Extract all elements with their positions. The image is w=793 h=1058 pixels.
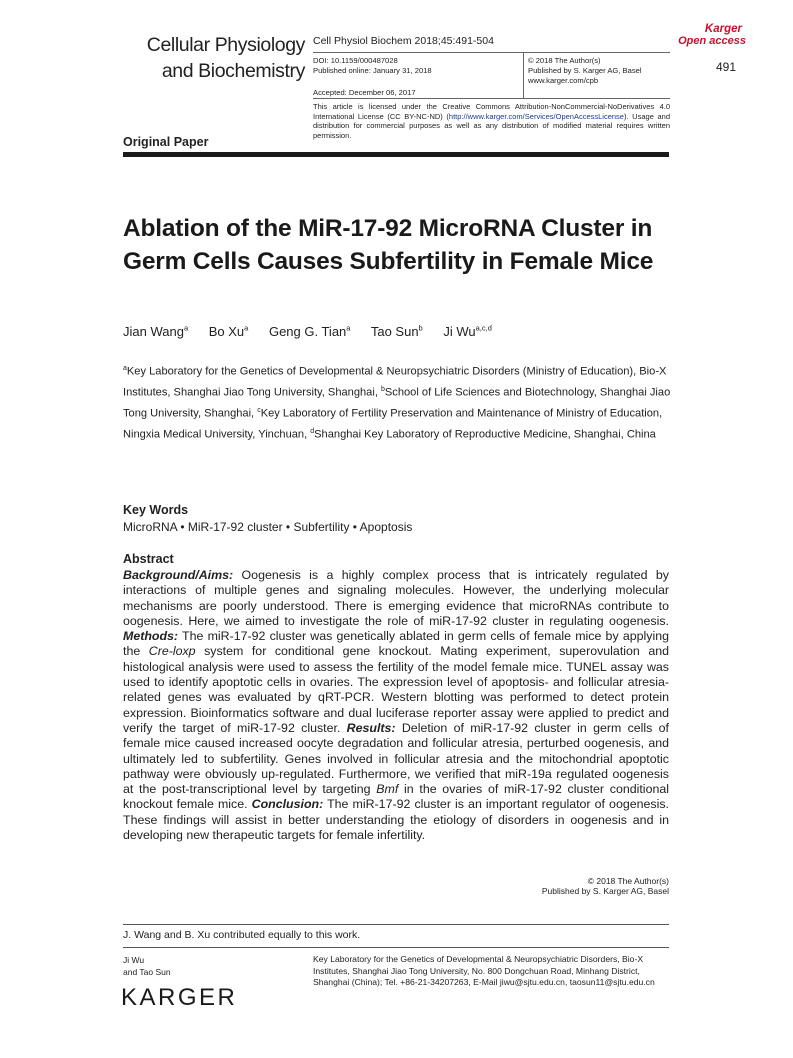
author-name: Ji Wu bbox=[443, 324, 476, 340]
affiliation-mark: c bbox=[257, 407, 261, 415]
author-affiliation-mark: a bbox=[346, 324, 351, 333]
abstract-results-text-cont: in the ovaries of miR-17-92 cluster conditional knockout female mice. bbox=[123, 782, 669, 812]
author-affiliation-mark: b bbox=[418, 324, 423, 333]
correspondence-name: Ji Wu bbox=[123, 955, 145, 965]
affiliation-d: Shanghai Key Laboratory of Reproductive Medicine, Shanghai, China bbox=[314, 428, 656, 441]
title-divider bbox=[123, 152, 669, 157]
author-name: Bo Xu bbox=[208, 324, 245, 340]
author-name: Geng G. Tian bbox=[268, 324, 347, 340]
copyright-line1: © 2018 The Author(s) bbox=[528, 56, 601, 65]
affiliation-c: Key Laboratory of Fertility Preservation and Maintenance of Ministry of Education, Ningxia Medical University, Yinchuan, bbox=[123, 407, 663, 441]
copyright-note bbox=[470, 876, 669, 896]
equal-contribution-note: J. Wang and B. Xu contributed equally to this work. bbox=[123, 929, 361, 941]
karger-logo: Karger bbox=[704, 23, 742, 35]
affiliation-b: School of Life Sciences and Biotechnology, Shanghai Jiao Tong University, Shanghai, bbox=[123, 386, 671, 420]
affiliations bbox=[123, 360, 671, 444]
abstract-heading: Abstract bbox=[123, 552, 174, 566]
author bbox=[371, 324, 423, 339]
author-affiliation-mark: a bbox=[183, 324, 189, 333]
abstract-methods-label: Methods: bbox=[123, 629, 179, 644]
abstract-results-italic: Bmf bbox=[376, 782, 399, 797]
journal-name-line2: and Biochemistry bbox=[161, 60, 305, 82]
affiliation-mark: d bbox=[310, 428, 315, 436]
copyright-url[interactable]: www.karger.com/cpb bbox=[528, 76, 599, 85]
abstract-methods-text: The miR-17-92 cluster was genetically ablated in germ cells of female mice by applying the bbox=[123, 629, 669, 659]
author-list bbox=[123, 324, 509, 339]
abstract-background-label: Background/Aims: bbox=[123, 568, 234, 582]
page-number: 491 bbox=[715, 60, 736, 74]
license-text bbox=[313, 102, 670, 140]
abstract-conclusion-text: The miR-17-92 cluster is an important regulator of oogenesis. These findings will assist in better understanding the etiology of disorders in oogenesis and in developing new therapeutic targets for female infertility. bbox=[123, 797, 669, 843]
copyright-line2: Published by S. Karger AG, Basel bbox=[528, 66, 642, 75]
author-affiliation-mark: a,c,d bbox=[475, 324, 492, 333]
author bbox=[123, 324, 188, 339]
affiliation-mark: b bbox=[380, 386, 385, 394]
correspondence-names bbox=[123, 954, 171, 978]
abstract-body bbox=[123, 568, 669, 843]
section-label: Original Paper bbox=[123, 135, 209, 149]
abstract-conclusion-label: Conclusion: bbox=[251, 797, 324, 812]
copyright-note-line1: © 2018 The Author(s) bbox=[587, 876, 669, 886]
footnote-rule-lower bbox=[123, 947, 669, 948]
author bbox=[443, 324, 492, 339]
license-link[interactable]: http://www.karger.com/Services/OpenAccessLicense bbox=[448, 111, 624, 121]
doi: DOI: 10.1159/000487028 bbox=[313, 56, 398, 65]
abstract-results-label: Results: bbox=[346, 720, 396, 735]
author-name: Jian Wang bbox=[123, 324, 184, 340]
affiliation-a: Key Laboratory for the Genetics of Developmental & Neuropsychiatric Disorders (Ministry of Education), Bio-X Institutes, Shanghai Jiao Tong University, Shanghai, bbox=[123, 365, 667, 399]
journal-name bbox=[123, 32, 305, 84]
affiliation-mark: a bbox=[123, 365, 127, 372]
accepted-date: Accepted: December 06, 2017 bbox=[313, 88, 416, 97]
author-affiliation-mark: a bbox=[244, 324, 249, 333]
journal-name-line1: Cellular Physiology bbox=[146, 34, 305, 56]
footnote-rule bbox=[123, 924, 669, 925]
author-name: Tao Sun bbox=[370, 324, 419, 340]
key-words: MicroRNA • MiR-17-92 cluster • Subfertility • Apoptosis bbox=[123, 520, 413, 534]
paper-title: Ablation of the MiR-17-92 MicroRNA Cluster in Germ Cells Causes Subfertility in Female Mice bbox=[123, 215, 654, 275]
license-part1: This article is licensed under the Creative Commons Attribution-NonCommercial-NoDerivatives 4.0 International License (CC BY-NC-ND) ( bbox=[313, 102, 670, 121]
abstract-methods-italic: Cre-loxp bbox=[148, 644, 196, 659]
correspondence-address: Key Laboratory for the Genetics of Developmental & Neuropsychiatric Disorders, Bio-X Institutes, Shanghai Jiao Tong University, No. 800 Dongchuan Road, Minhang District, Shanghai (China); Tel. +86-21-34207263, E-Mail jiwu@sjtu.edu.cn, taosun11@sjtu.edu.cn bbox=[313, 954, 655, 988]
author bbox=[269, 324, 351, 339]
citation: Cell Physiol Biochem 2018;45:491-504 bbox=[313, 35, 494, 47]
abstract-methods-text-cont: system for conditional gene knockout. Mating experiment, superovulation and histological analysis were used to assess the fertility of the model female mice. TUNEL assay was used to identify apoptotic cells in ovaries. The expression level of apoptosis- and follicular atresia- related genes was evaluated by qRT-PCR. Western blotting was performed to detect protein expression. Bioinformatics software and dual luciferase reporter assay were applied to predict and verify the target of miR-17-92 cluster. bbox=[123, 644, 669, 735]
correspondence-name: and Tao Sun bbox=[123, 967, 171, 977]
open-access-logo: Open access bbox=[678, 35, 746, 47]
license-part2: ). Usage and distribution for commercial purposes as well as any distribution of modified material requires written permission. bbox=[313, 111, 670, 140]
abstract-background-text: Oogenesis is a highly complex process that is intricately regulated by interactions of multiple genes and signaling molecules. However, the underlying molecular mechanisms are poorly understood. There is emerging evidence that microRNAs contribute to oogenesis. Here, we aimed to investigate the role of miR-17-92 cluster in regulating oogenesis. bbox=[123, 568, 669, 628]
key-words-heading: Key Words bbox=[123, 503, 189, 517]
publisher-logo: KARGER bbox=[121, 984, 238, 1011]
header-rule-bottom bbox=[313, 98, 670, 99]
header-rule-top bbox=[313, 52, 670, 53]
published-online: Published online: January 31, 2018 bbox=[313, 66, 432, 75]
header-divider bbox=[523, 52, 524, 98]
copyright-note-line2: Published by S. Karger AG, Basel bbox=[541, 886, 669, 896]
author bbox=[209, 324, 249, 339]
abstract-results-text: Deletion of miR-17-92 cluster in germ cells of female mice caused increased oocyte degradation and follicular atresia, perturbed oogenesis, and ultimately led to subfertility. Genes involved in follicular atresia and the mitochondrial apoptotic pathway were obviously up-regulated. Furthermore, we verified that miR-19a regulated oogenesis at the post-transcriptional level by targeting bbox=[123, 720, 669, 797]
